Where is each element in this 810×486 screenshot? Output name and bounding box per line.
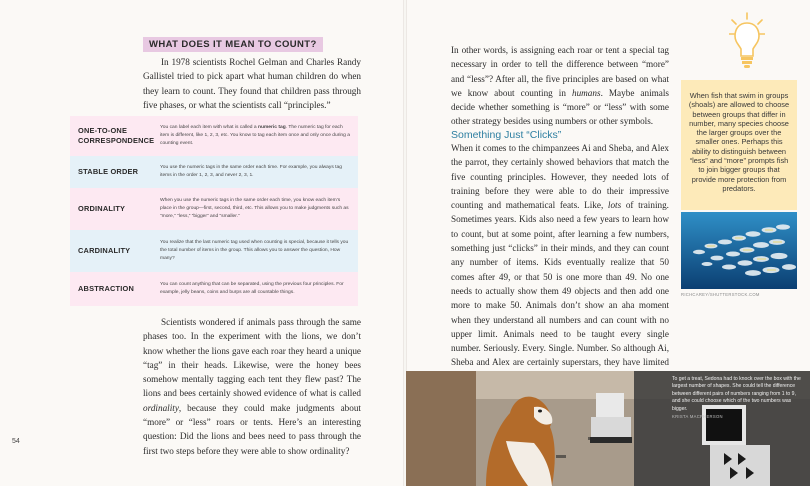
principle-desc: When you use the numeric tags in the same order each time, you know each item’s place in the group—first, second, third, etc. This allows you to make judgments such as “more,” “less,” “bigger” and “smaller.” xyxy=(160,198,349,219)
principle-name: ONE-TO-ONE CORRESPONDENCE xyxy=(78,126,155,145)
principle-row xyxy=(70,272,358,306)
principle-row xyxy=(70,156,358,188)
fish-photo-credit: RICHCAREY/SHUTTERSTOCK.COM xyxy=(681,292,760,297)
principle-desc: You can label each item with what is called a numeric tag. The numeric tag for each item is different, like 1, 2, 3, etc. You know to tag each item once and only once during a counting event. xyxy=(160,125,350,146)
principle-name: CARDINALITY xyxy=(78,246,131,255)
principle-desc: You realize that the last numeric tag used when counting is special, because it tells you the total number of items in the group. This allows you to answer the question, How many? xyxy=(160,240,349,261)
paragraph-other-words: In other words, is assigning each roar or tent a special tag necessary in order to tell the difference between “more” and “less”? After all, the five principles are based on what we know about counting in humans. Maybe animals decide whether something is “more” or “less” with some other strategy besides using numbers or other symbols. xyxy=(451,45,669,127)
lots-term: lots xyxy=(607,200,622,211)
intro-paragraph xyxy=(143,55,361,112)
principle-name: STABLE ORDER xyxy=(78,167,139,176)
paragraph-clicks: When it comes to the chimpanzees Ai and Sheba, and Alex the parrot, they certainly showed behaviors that match the five counting principles. However, they needed lots of training before they were able to do their impressive counting and mathematical feats. Like, lots of training. Sometimes years. Kids also need a few years to learn how to count, but at some point, after learning a few numbers, something just “clicks” in their minds, and they can count any number of items. Kids eventually realize that 50 comes after 49, or that 50 is one more than 49. No one needs to actually show them 49 objects and then add one more to make 50. Animals don’t show an aha moment when they understand all numbers and can count with no upper limit. Animals need to be taught every single number. Seriously. Every. Single. Number. So although Ai, Sheba and Alex are certainly superstars, they have limited xyxy=(451,143,669,368)
caption-credit: KRISTA MACPHERSON xyxy=(672,414,723,420)
caption-text: To get a treat, Sedona had to knock over the box with the largest number of shapes. She could tell the difference between different pairs of numbers ranging from 1 to 9, and she could choose which of the two numbers was bigger. xyxy=(672,376,801,412)
principle-row xyxy=(70,230,358,272)
principle-desc: You use the numeric tags in the same order each time. For example, you always tag items in the order 1, 2, 3, and never 2, 3, 1. xyxy=(160,165,342,178)
fish-shoal-photo xyxy=(681,212,797,289)
photo-caption xyxy=(672,376,802,420)
paragraph-ordinality: Scientists wondered if animals pass through the same phases too. In the experiment with the lions, we don’t know whether the lions gave each roar they heard a unique “tag” in their heads. Likewise, were the honey bees somehow mentally tagging each tent they flew past? The lions and bees certainly showed evidence of what is called ordinality, because they could make judgments about “more” or “less” roars or tents. Here’s an interesting question: Did the lions and bees need to pass through the first two steps before they were able to show ordinality? xyxy=(143,317,361,456)
ordinality-term: ordinality xyxy=(143,402,179,413)
fact-box-text: When fish that swim in groups (shoals) are allowed to choose between groups that differ in number, many species choose the larger groups over the smaller ones. Perhaps this ability to distinguish between “less” and “more” prompts fish to join bigger groups that provide more protection from predators. xyxy=(688,91,790,193)
page-number: 54 xyxy=(12,438,20,445)
principle-name: ORDINALITY xyxy=(78,204,126,213)
principle-row xyxy=(70,188,358,230)
principle-name: ABSTRACTION xyxy=(78,284,134,293)
intro-text: In 1978 scientists Rochel Gelman and Charles Randy Gallistel tried to pick apart what human children do when they learn to count. They found that children pass through five phases, or what the scientists call “principles.” xyxy=(143,57,361,110)
principle-desc: You can count anything that can be separated, using the previous four principles. For example, jelly beans, coins and burps are all countable things. xyxy=(160,282,344,295)
principle-row xyxy=(70,116,358,156)
lightbulb-icon xyxy=(729,12,765,74)
principles-table xyxy=(70,116,358,306)
subheading: Something Just “Clicks” xyxy=(451,129,562,141)
humans-term: humans xyxy=(571,87,601,98)
numeric-tag-term: numeric tag xyxy=(257,125,286,131)
section-title: WHAT DOES IT MEAN TO COUNT? xyxy=(143,37,323,52)
